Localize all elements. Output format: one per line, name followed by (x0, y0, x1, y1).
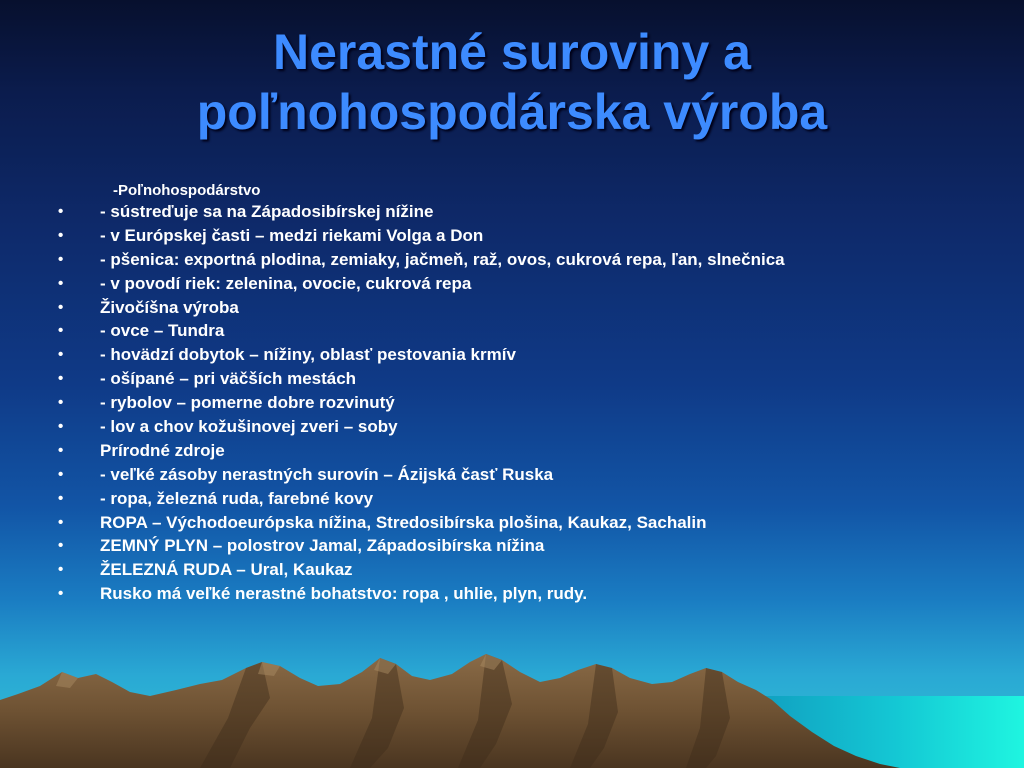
title-line-2: poľnohospodárska výroba (196, 84, 828, 140)
bullet-marker: • (58, 298, 64, 316)
bullet-marker: • (58, 250, 64, 268)
bullet-text: - sústreďuje sa na Západosibírskej nížine (100, 202, 434, 221)
bullet-marker: • (58, 370, 64, 388)
bullet-text: - ovce – Tundra (100, 321, 225, 341)
bullet-marker: • (58, 226, 64, 244)
bullet-text: - v povodí riek: zelenina, ovocie, cukrová repa (100, 273, 472, 293)
bullet-text: ROPA – Východoeurópska nížina, Stredosibírska plošina, Kaukaz, Sachalin (100, 512, 707, 532)
bullet-text: - ropa, železná ruda, farebné kovy (100, 488, 374, 508)
bullet-text: Rusko má veľké nerastné bohatstvo: ropa , uhlie, plyn, rudy. (100, 584, 588, 604)
bullet-text: - pšenica: exportná plodina, zemiaky, jačmeň, raž, ovos, cukrová repa, ľan, slnečnica (100, 249, 785, 269)
bullet-text: - hovädzí dobytok – nížiny, oblasť pestovania krmív (100, 345, 516, 365)
subheading: -Poľnohospodárstvo (113, 182, 261, 199)
bullet-text: - v Európskej časti – medzi riekami Volga a Don (100, 225, 484, 245)
bullet-text: - lov a chov kožušinovej zveri – soby (100, 417, 398, 437)
bullet-marker: • (58, 394, 64, 412)
slide-title (0, 22, 1024, 142)
bullet-marker: • (58, 441, 64, 459)
bullet-marker: • (58, 203, 64, 220)
bullet-text: ŽELEZNÁ RUDA – Ural, Kaukaz (100, 560, 353, 580)
bullet-marker: • (58, 465, 64, 483)
bullet-marker: • (58, 322, 64, 340)
mountain-landscape-illustration (0, 628, 1024, 768)
bullet-marker: • (58, 585, 64, 603)
bullet-text: ZEMNÝ PLYN – polostrov Jamal, Západosibírska nížina (100, 536, 545, 556)
bullet-text: - veľké zásoby nerastných surovín – Ázijská časť Ruska (100, 464, 554, 484)
bullet-marker: • (58, 513, 64, 531)
bullet-text: Živočíšna výroba (100, 297, 239, 317)
title-line-1: Nerastné suroviny a (273, 24, 751, 80)
bullet-marker: • (58, 346, 64, 364)
bullet-text: Prírodné zdroje (100, 440, 225, 460)
mountain-range (0, 654, 900, 768)
bullet-text: - rybolov – pomerne dobre rozvinutý (100, 393, 395, 413)
bullet-marker: • (58, 274, 64, 292)
bullet-marker: • (58, 489, 64, 507)
bullet-text: - ošípané – pri väčších mestách (100, 369, 357, 389)
bullet-marker: • (58, 537, 64, 555)
bullet-marker: • (58, 418, 64, 436)
bullet-marker: • (58, 561, 64, 579)
